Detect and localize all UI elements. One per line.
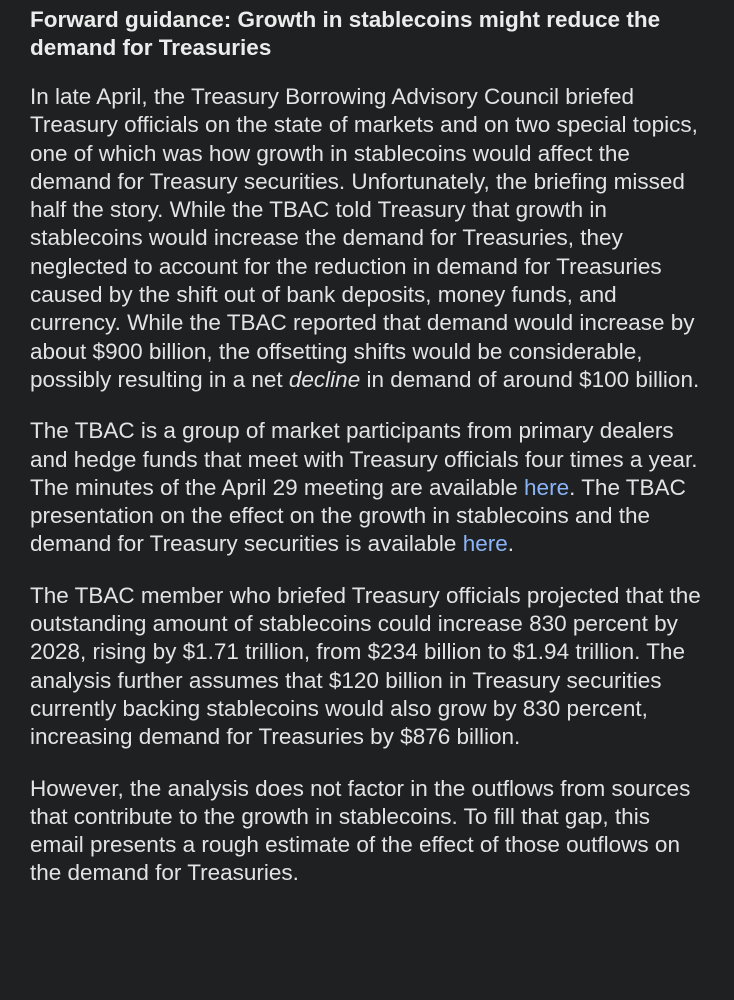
paragraph-tbac	[30, 417, 702, 558]
paragraph-projection: The TBAC member who briefed Treasury officials projected that the outstanding amount of stablecoins could increase 830 percent by 2028, rising by $1.71 trillion, from $234 billion to $1.94 trillion. The analysis further assumes that $120 billion in Treasury securities currently backing stablecoins would also grow by 830 percent, increasing demand for Treasuries by $876 billion.	[30, 582, 701, 750]
paragraph-tbac-text-2: . The TBAC presentation on the effect on the growth in stablecoins and the demand for Treasury securities is available	[30, 474, 686, 557]
paragraph-outflows: However, the analysis does not factor in the outflows from sources that contribute to the growth in stablecoins. To fill that gap, this email presents a rough estimate of the effect of those outflows on the demand for Treasuries.	[30, 775, 691, 886]
paragraph-intro	[30, 83, 702, 394]
article-title: Forward guidance: Growth in stablecoins might reduce the demand for Treasuries	[30, 7, 661, 60]
emphasis-decline: decline	[288, 366, 361, 392]
presentation-link[interactable]: here	[462, 531, 508, 557]
paragraph-tbac-text-1: The TBAC is a group of market participants from primary dealers and hedge funds that meet with Treasury officials four times a year. The minutes of the April 29 meeting are available	[30, 418, 698, 500]
minutes-link[interactable]: here	[524, 474, 570, 500]
paragraph-tbac-text-3: .	[507, 531, 515, 557]
paragraph-intro-text: In late April, the Treasury Borrowing Advisory Council briefed Treasury officials on the state of markets and on two special topics, one of which was how growth in stablecoins would affect the demand for Treasury securities. Unfortunately, the briefing missed half the story. While the TBAC told Treasury that growth in stablecoins would increase the demand for Treasuries, they neglected to account for the reduction in demand for Treasuries caused by the shift out of bank deposits, money funds, and currency. While the TBAC reported that demand would increase by about $900 billion, the offsetting shifts would be considerable, possibly resulting in a net	[30, 84, 698, 392]
paragraph-intro-end: in demand of around $100 billion.	[360, 366, 700, 392]
